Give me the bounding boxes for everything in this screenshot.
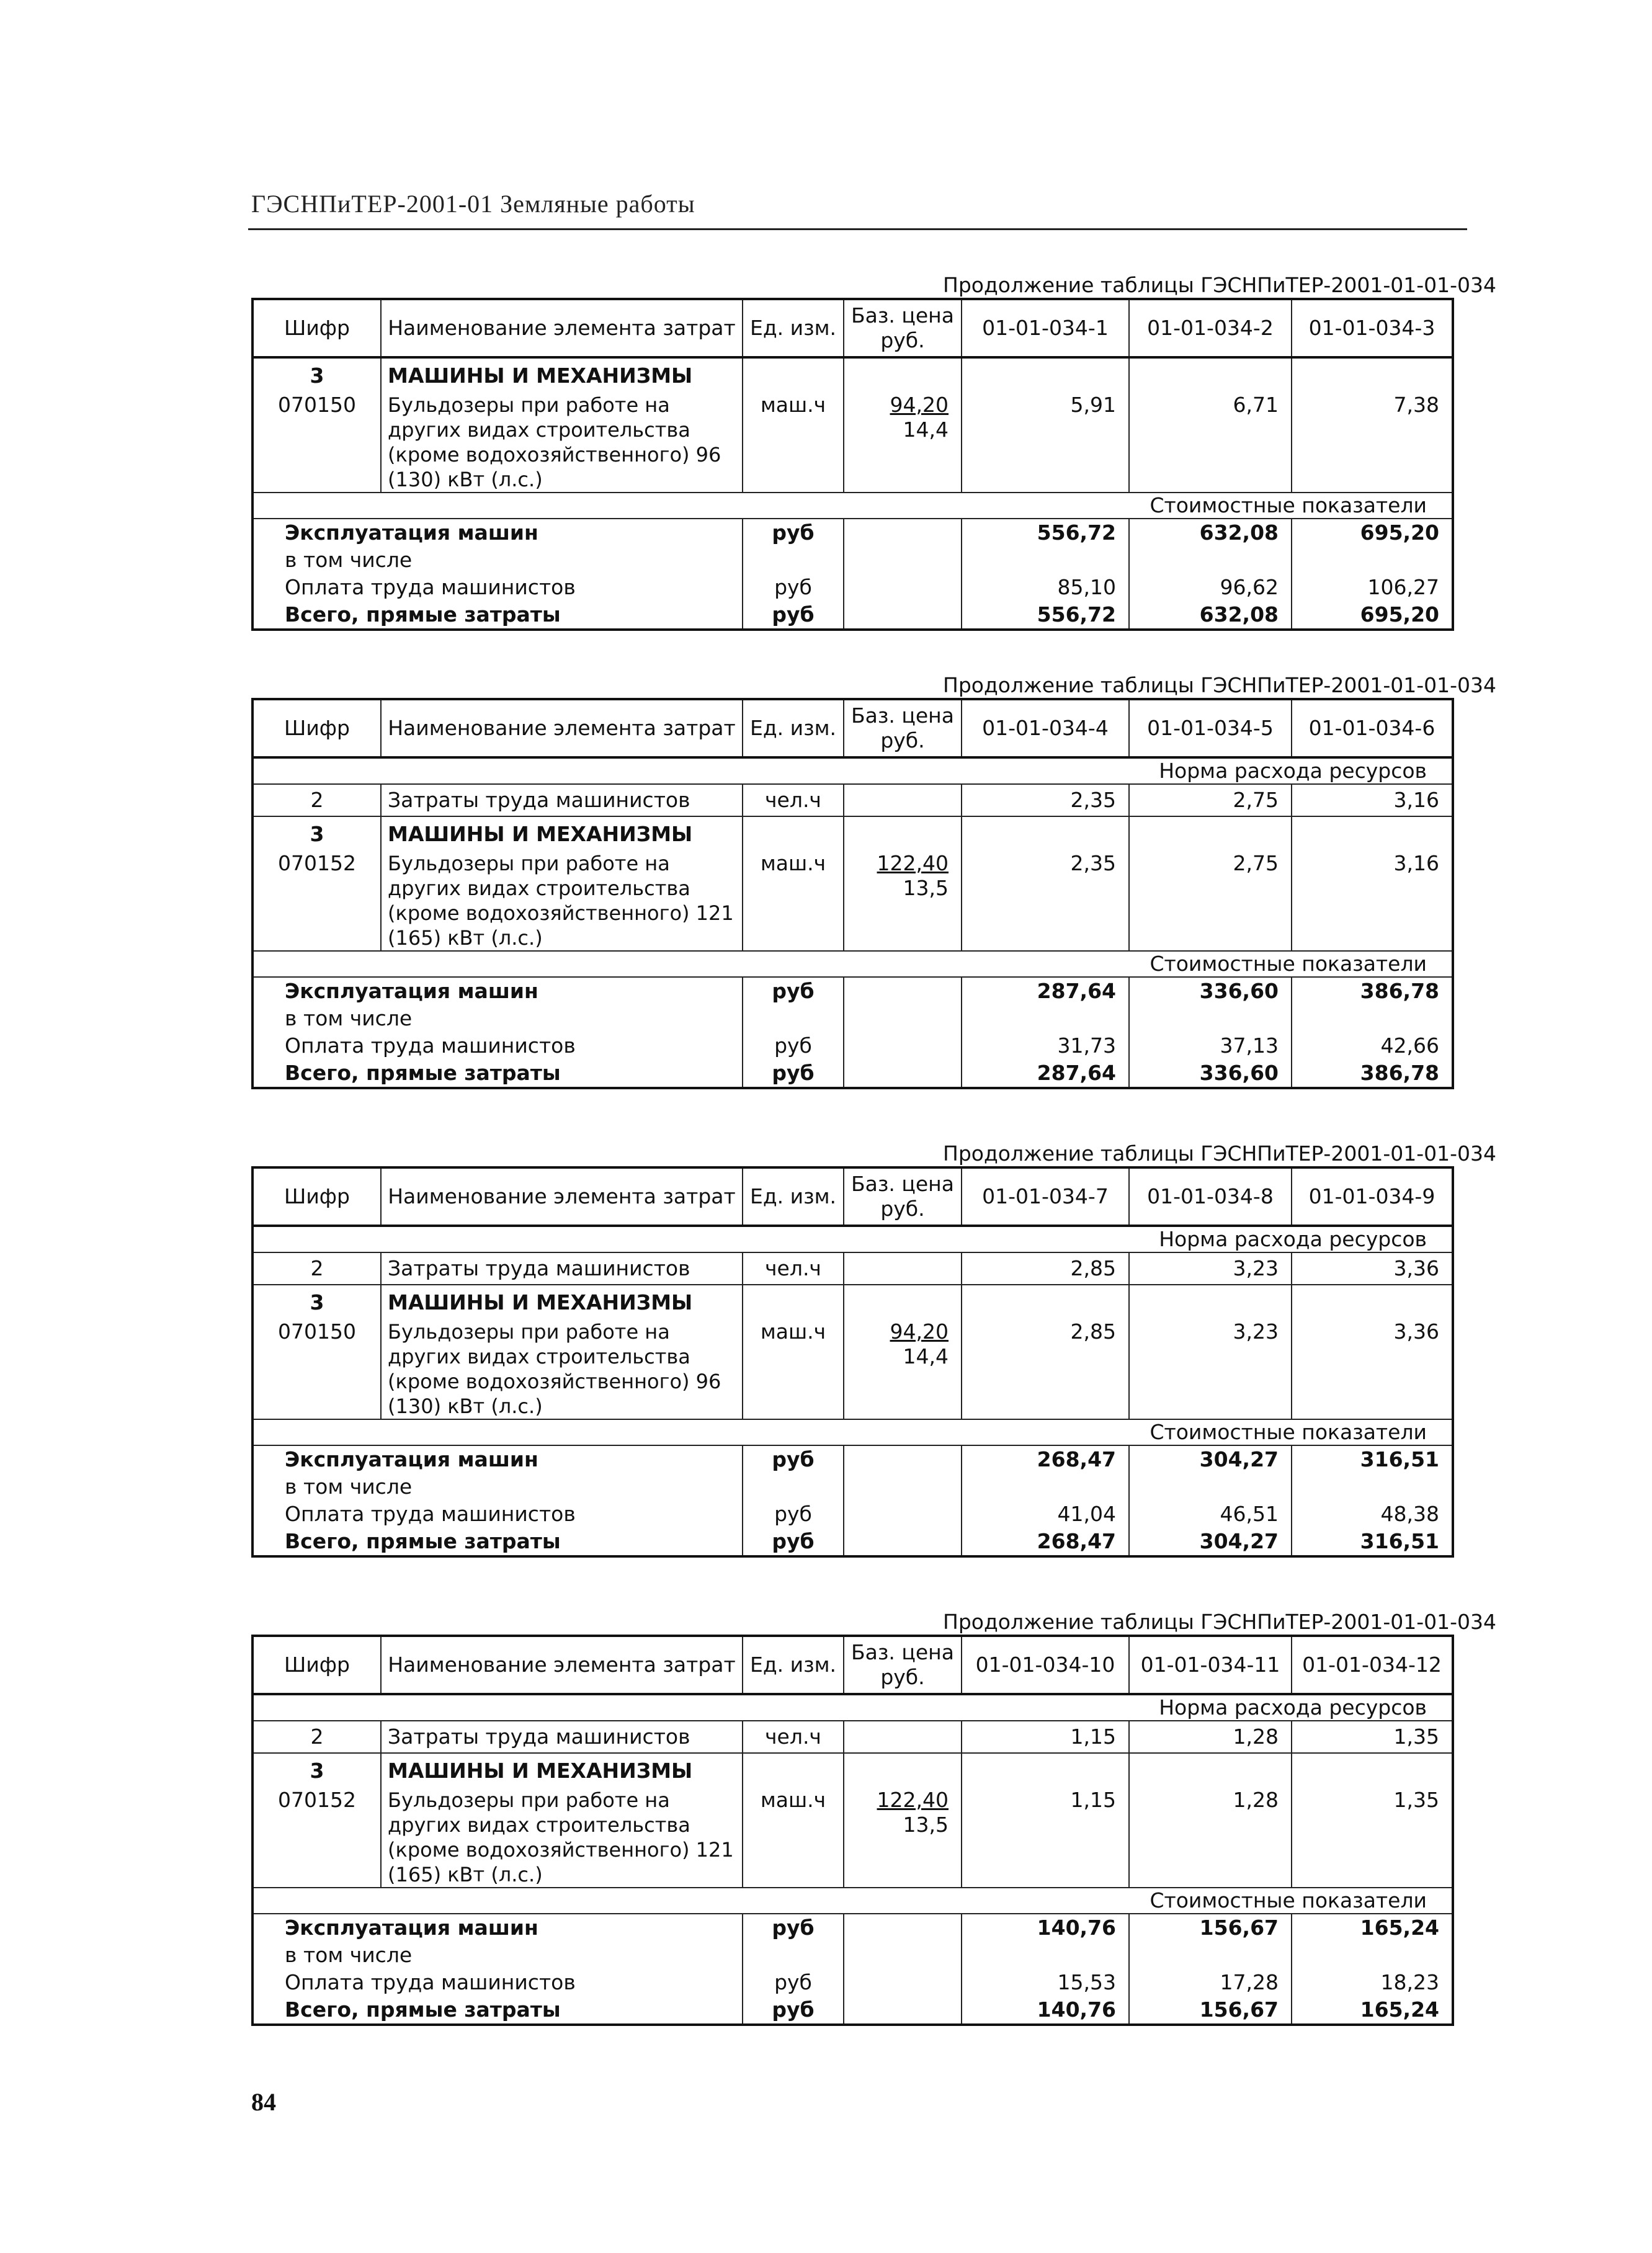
machine-code: 070150 (252, 1319, 381, 1419)
machine-price-bottom: 13,5 (903, 876, 949, 900)
labor-name: Затраты труда машинистов (381, 1721, 743, 1753)
summary-value: 632,08 (1129, 519, 1292, 547)
machine-value: 5,91 (962, 393, 1129, 493)
summary-value: 18,23 (1292, 1969, 1453, 1996)
machine-value: 1,15 (962, 1788, 1129, 1888)
resource-table-4 (251, 1635, 1454, 2026)
band-row (252, 757, 1453, 784)
summary-label: Эксплуатация машин (252, 977, 743, 1005)
summary-label: Оплата труда машинистов (252, 1969, 743, 1996)
summary-value: 695,20 (1292, 519, 1453, 547)
machine-price-top: 94,20 (890, 393, 949, 417)
section-title: МАШИНЫ И МЕХАНИЗМЫ (381, 1285, 743, 1319)
col-header: 01-01-034-9 (1292, 1167, 1453, 1226)
summary-label: в том числе (252, 1942, 743, 1969)
col-header: 01-01-034-1 (962, 299, 1129, 357)
summary-value: 165,24 (1292, 1996, 1453, 2025)
section-title: МАШИНЫ И МЕХАНИЗМЫ (381, 1753, 743, 1788)
summary-row (252, 601, 1453, 630)
table-header-row (252, 1167, 1453, 1226)
machine-value: 1,28 (1129, 1788, 1292, 1888)
labor-name: Затраты труда машинистов (381, 784, 743, 816)
labor-code: 2 (252, 1252, 381, 1285)
cost-band: Стоимостные показатели (252, 1888, 1453, 1914)
col-header: 01-01-034-7 (962, 1167, 1129, 1226)
machine-row (252, 1788, 1453, 1888)
resource-table-1 (251, 298, 1454, 631)
labor-value: 3,16 (1292, 784, 1453, 816)
table-header-row (252, 299, 1453, 357)
machine-price-bottom: 14,4 (903, 1344, 949, 1368)
labor-value: 1,28 (1129, 1721, 1292, 1753)
header-rule (248, 228, 1467, 230)
summary-value: 96,62 (1129, 574, 1292, 601)
summary-unit: руб (743, 519, 844, 547)
summary-value: 106,27 (1292, 574, 1453, 601)
machine-unit: маш.ч (743, 393, 844, 493)
summary-unit: руб (743, 1445, 844, 1473)
summary-value: 42,66 (1292, 1032, 1453, 1060)
machine-value: 6,71 (1129, 393, 1292, 493)
summary-row (252, 1445, 1453, 1473)
resource-table-3 (251, 1166, 1454, 1558)
machine-price-bottom: 14,4 (903, 417, 949, 442)
summary-label: Оплата труда машинистов (252, 1032, 743, 1060)
summary-label: Эксплуатация машин (252, 519, 743, 547)
section-code: 3 (252, 816, 381, 851)
summary-value: 37,13 (1129, 1032, 1292, 1060)
summary-label: Оплата труда машинистов (252, 574, 743, 601)
col-price-header: Баз. цена руб. (844, 299, 962, 357)
labor-value: 3,23 (1129, 1252, 1292, 1285)
table-caption: Продолжение таблицы ГЭСНПиТЕР-2001-01-01-034 (943, 673, 1497, 697)
machine-code: 070150 (252, 393, 381, 493)
labor-unit: чел.ч (743, 784, 844, 816)
machine-row (252, 1319, 1453, 1419)
summary-unit: руб (743, 1060, 844, 1088)
norm-band: Норма расхода ресурсов (252, 1694, 1453, 1721)
col-header: 01-01-034-12 (1292, 1636, 1453, 1694)
summary-value: 31,73 (962, 1032, 1129, 1060)
labor-value: 3,36 (1292, 1252, 1453, 1285)
labor-code: 2 (252, 784, 381, 816)
summary-unit: руб (743, 1032, 844, 1060)
section-code: 3 (252, 357, 381, 393)
summary-unit: руб (743, 1996, 844, 2025)
summary-row (252, 977, 1453, 1005)
table-header-row (252, 699, 1453, 757)
page-number: 84 (251, 2088, 276, 2116)
summary-label: в том числе (252, 547, 743, 574)
machine-value: 2,75 (1129, 851, 1292, 951)
machine-row (252, 851, 1453, 951)
norm-band: Норма расхода ресурсов (252, 1226, 1453, 1252)
labor-code: 2 (252, 1721, 381, 1753)
summary-value: 46,51 (1129, 1501, 1292, 1528)
summary-value: 386,78 (1292, 977, 1453, 1005)
summary-unit: руб (743, 601, 844, 630)
machine-value: 2,85 (962, 1319, 1129, 1419)
labor-value: 2,75 (1129, 784, 1292, 816)
labor-row (252, 1252, 1453, 1285)
machine-price-top: 94,20 (890, 1319, 949, 1344)
summary-label: в том числе (252, 1005, 743, 1032)
band-row (252, 1419, 1453, 1445)
machine-value: 3,36 (1292, 1319, 1453, 1419)
col-header: 01-01-034-11 (1129, 1636, 1292, 1694)
summary-unit: руб (743, 574, 844, 601)
col-unit-header: Ед. изм. (743, 699, 844, 757)
summary-value: 156,67 (1129, 1996, 1292, 2025)
summary-value: 268,47 (962, 1528, 1129, 1556)
labor-unit: чел.ч (743, 1252, 844, 1285)
table-caption: Продолжение таблицы ГЭСНПиТЕР-2001-01-01-034 (943, 1610, 1497, 1634)
summary-row (252, 1473, 1453, 1501)
summary-value: 304,27 (1129, 1528, 1292, 1556)
table-caption: Продолжение таблицы ГЭСНПиТЕР-2001-01-01-034 (943, 273, 1497, 297)
col-header: 01-01-034-10 (962, 1636, 1129, 1694)
summary-row (252, 1005, 1453, 1032)
section-row (252, 357, 1453, 393)
band-row (252, 1226, 1453, 1252)
col-unit-header: Ед. изм. (743, 1636, 844, 1694)
machine-unit: маш.ч (743, 1319, 844, 1419)
summary-value: 287,64 (962, 1060, 1129, 1088)
machine-value: 7,38 (1292, 393, 1453, 493)
summary-row (252, 519, 1453, 547)
summary-row (252, 1528, 1453, 1556)
summary-label: Всего, прямые затраты (252, 1996, 743, 2025)
summary-label: Всего, прямые затраты (252, 601, 743, 630)
col-code-header: Шифр (252, 1167, 381, 1226)
summary-value: 156,67 (1129, 1914, 1292, 1942)
summary-label: Всего, прямые затраты (252, 1060, 743, 1088)
band-row (252, 1694, 1453, 1721)
machine-unit: маш.ч (743, 1788, 844, 1888)
table-caption: Продолжение таблицы ГЭСНПиТЕР-2001-01-01-034 (943, 1141, 1497, 1166)
col-header: 01-01-034-5 (1129, 699, 1292, 757)
col-name-header: Наименование элемента затрат (381, 299, 743, 357)
resource-table-2 (251, 698, 1454, 1089)
machine-value: 3,16 (1292, 851, 1453, 951)
labor-name: Затраты труда машинистов (381, 1252, 743, 1285)
machine-value: 1,35 (1292, 1788, 1453, 1888)
summary-value: 85,10 (962, 574, 1129, 601)
summary-value: 41,04 (962, 1501, 1129, 1528)
summary-unit: руб (743, 1501, 844, 1528)
summary-label: Оплата труда машинистов (252, 1501, 743, 1528)
summary-unit: руб (743, 977, 844, 1005)
col-name-header: Наименование элемента затрат (381, 1167, 743, 1226)
summary-value: 287,64 (962, 977, 1129, 1005)
machine-name: Бульдозеры при работе на других видах строительства (кроме водохозяйственного) 96 (130) кВт (л.с.) (381, 393, 743, 493)
machine-value: 3,23 (1129, 1319, 1292, 1419)
band-row (252, 493, 1453, 519)
summary-row (252, 1942, 1453, 1969)
machine-value: 2,35 (962, 851, 1129, 951)
table-header-row (252, 1636, 1453, 1694)
labor-unit: чел.ч (743, 1721, 844, 1753)
band-row (252, 1888, 1453, 1914)
machine-name: Бульдозеры при работе на других видах строительства (кроме водохозяйственного) 121 (165) кВт (л.с.) (381, 1788, 743, 1888)
summary-value: 268,47 (962, 1445, 1129, 1473)
summary-unit: руб (743, 1969, 844, 1996)
col-price-header: Баз. цена руб. (844, 1636, 962, 1694)
section-row (252, 1285, 1453, 1319)
summary-value: 336,60 (1129, 977, 1292, 1005)
summary-unit: руб (743, 1528, 844, 1556)
section-title: МАШИНЫ И МЕХАНИЗМЫ (381, 357, 743, 393)
labor-row (252, 1721, 1453, 1753)
cost-band: Стоимостные показатели (252, 1419, 1453, 1445)
summary-value: 48,38 (1292, 1501, 1453, 1528)
section-row (252, 1753, 1453, 1788)
page-header: ГЭСНПиТЕР-2001-01 Земляные работы (251, 190, 695, 218)
col-price-header: Баз. цена руб. (844, 1167, 962, 1226)
summary-row (252, 1996, 1453, 2025)
col-unit-header: Ед. изм. (743, 299, 844, 357)
summary-value: 695,20 (1292, 601, 1453, 630)
summary-label: Эксплуатация машин (252, 1914, 743, 1942)
summary-row (252, 1914, 1453, 1942)
summary-value: 15,53 (962, 1969, 1129, 1996)
summary-row (252, 1032, 1453, 1060)
summary-label: Всего, прямые затраты (252, 1528, 743, 1556)
labor-value: 2,35 (962, 784, 1129, 816)
summary-row (252, 547, 1453, 574)
section-code: 3 (252, 1285, 381, 1319)
col-header: 01-01-034-3 (1292, 299, 1453, 357)
machine-price-top: 122,40 (877, 1788, 949, 1812)
machine-code: 070152 (252, 1788, 381, 1888)
col-header: 01-01-034-8 (1129, 1167, 1292, 1226)
machine-price-bottom: 13,5 (903, 1813, 949, 1837)
summary-value: 304,27 (1129, 1445, 1292, 1473)
summary-value: 17,28 (1129, 1969, 1292, 1996)
labor-value: 1,35 (1292, 1721, 1453, 1753)
labor-value: 1,15 (962, 1721, 1129, 1753)
summary-row (252, 1501, 1453, 1528)
cost-band: Стоимостные показатели (252, 951, 1453, 977)
summary-value: 140,76 (962, 1914, 1129, 1942)
col-code-header: Шифр (252, 299, 381, 357)
col-name-header: Наименование элемента затрат (381, 1636, 743, 1694)
summary-value: 632,08 (1129, 601, 1292, 630)
summary-label: Эксплуатация машин (252, 1445, 743, 1473)
machine-row (252, 393, 1453, 493)
summary-value: 316,51 (1292, 1528, 1453, 1556)
summary-value: 556,72 (962, 519, 1129, 547)
col-unit-header: Ед. изм. (743, 1167, 844, 1226)
col-header: 01-01-034-6 (1292, 699, 1453, 757)
section-code: 3 (252, 1753, 381, 1788)
machine-price-top: 122,40 (877, 851, 949, 875)
col-name-header: Наименование элемента затрат (381, 699, 743, 757)
band-row (252, 951, 1453, 977)
section-title: МАШИНЫ И МЕХАНИЗМЫ (381, 816, 743, 851)
col-code-header: Шифр (252, 699, 381, 757)
summary-value: 316,51 (1292, 1445, 1453, 1473)
labor-row (252, 784, 1453, 816)
summary-row (252, 574, 1453, 601)
norm-band: Норма расхода ресурсов (252, 757, 1453, 784)
machine-name: Бульдозеры при работе на других видах строительства (кроме водохозяйственного) 121 (165) кВт (л.с.) (381, 851, 743, 951)
machine-unit: маш.ч (743, 851, 844, 951)
labor-value: 2,85 (962, 1252, 1129, 1285)
col-header: 01-01-034-2 (1129, 299, 1292, 357)
summary-value: 336,60 (1129, 1060, 1292, 1088)
summary-label: в том числе (252, 1473, 743, 1501)
summary-row (252, 1060, 1453, 1088)
summary-value: 556,72 (962, 601, 1129, 630)
summary-unit: руб (743, 1914, 844, 1942)
summary-value: 140,76 (962, 1996, 1129, 2025)
summary-row (252, 1969, 1453, 1996)
summary-value: 386,78 (1292, 1060, 1453, 1088)
col-header: 01-01-034-4 (962, 699, 1129, 757)
machine-name: Бульдозеры при работе на других видах строительства (кроме водохозяйственного) 96 (130) кВт (л.с.) (381, 1319, 743, 1419)
section-row (252, 816, 1453, 851)
machine-code: 070152 (252, 851, 381, 951)
cost-band: Стоимостные показатели (252, 493, 1453, 519)
summary-value: 165,24 (1292, 1914, 1453, 1942)
col-code-header: Шифр (252, 1636, 381, 1694)
col-price-header: Баз. цена руб. (844, 699, 962, 757)
